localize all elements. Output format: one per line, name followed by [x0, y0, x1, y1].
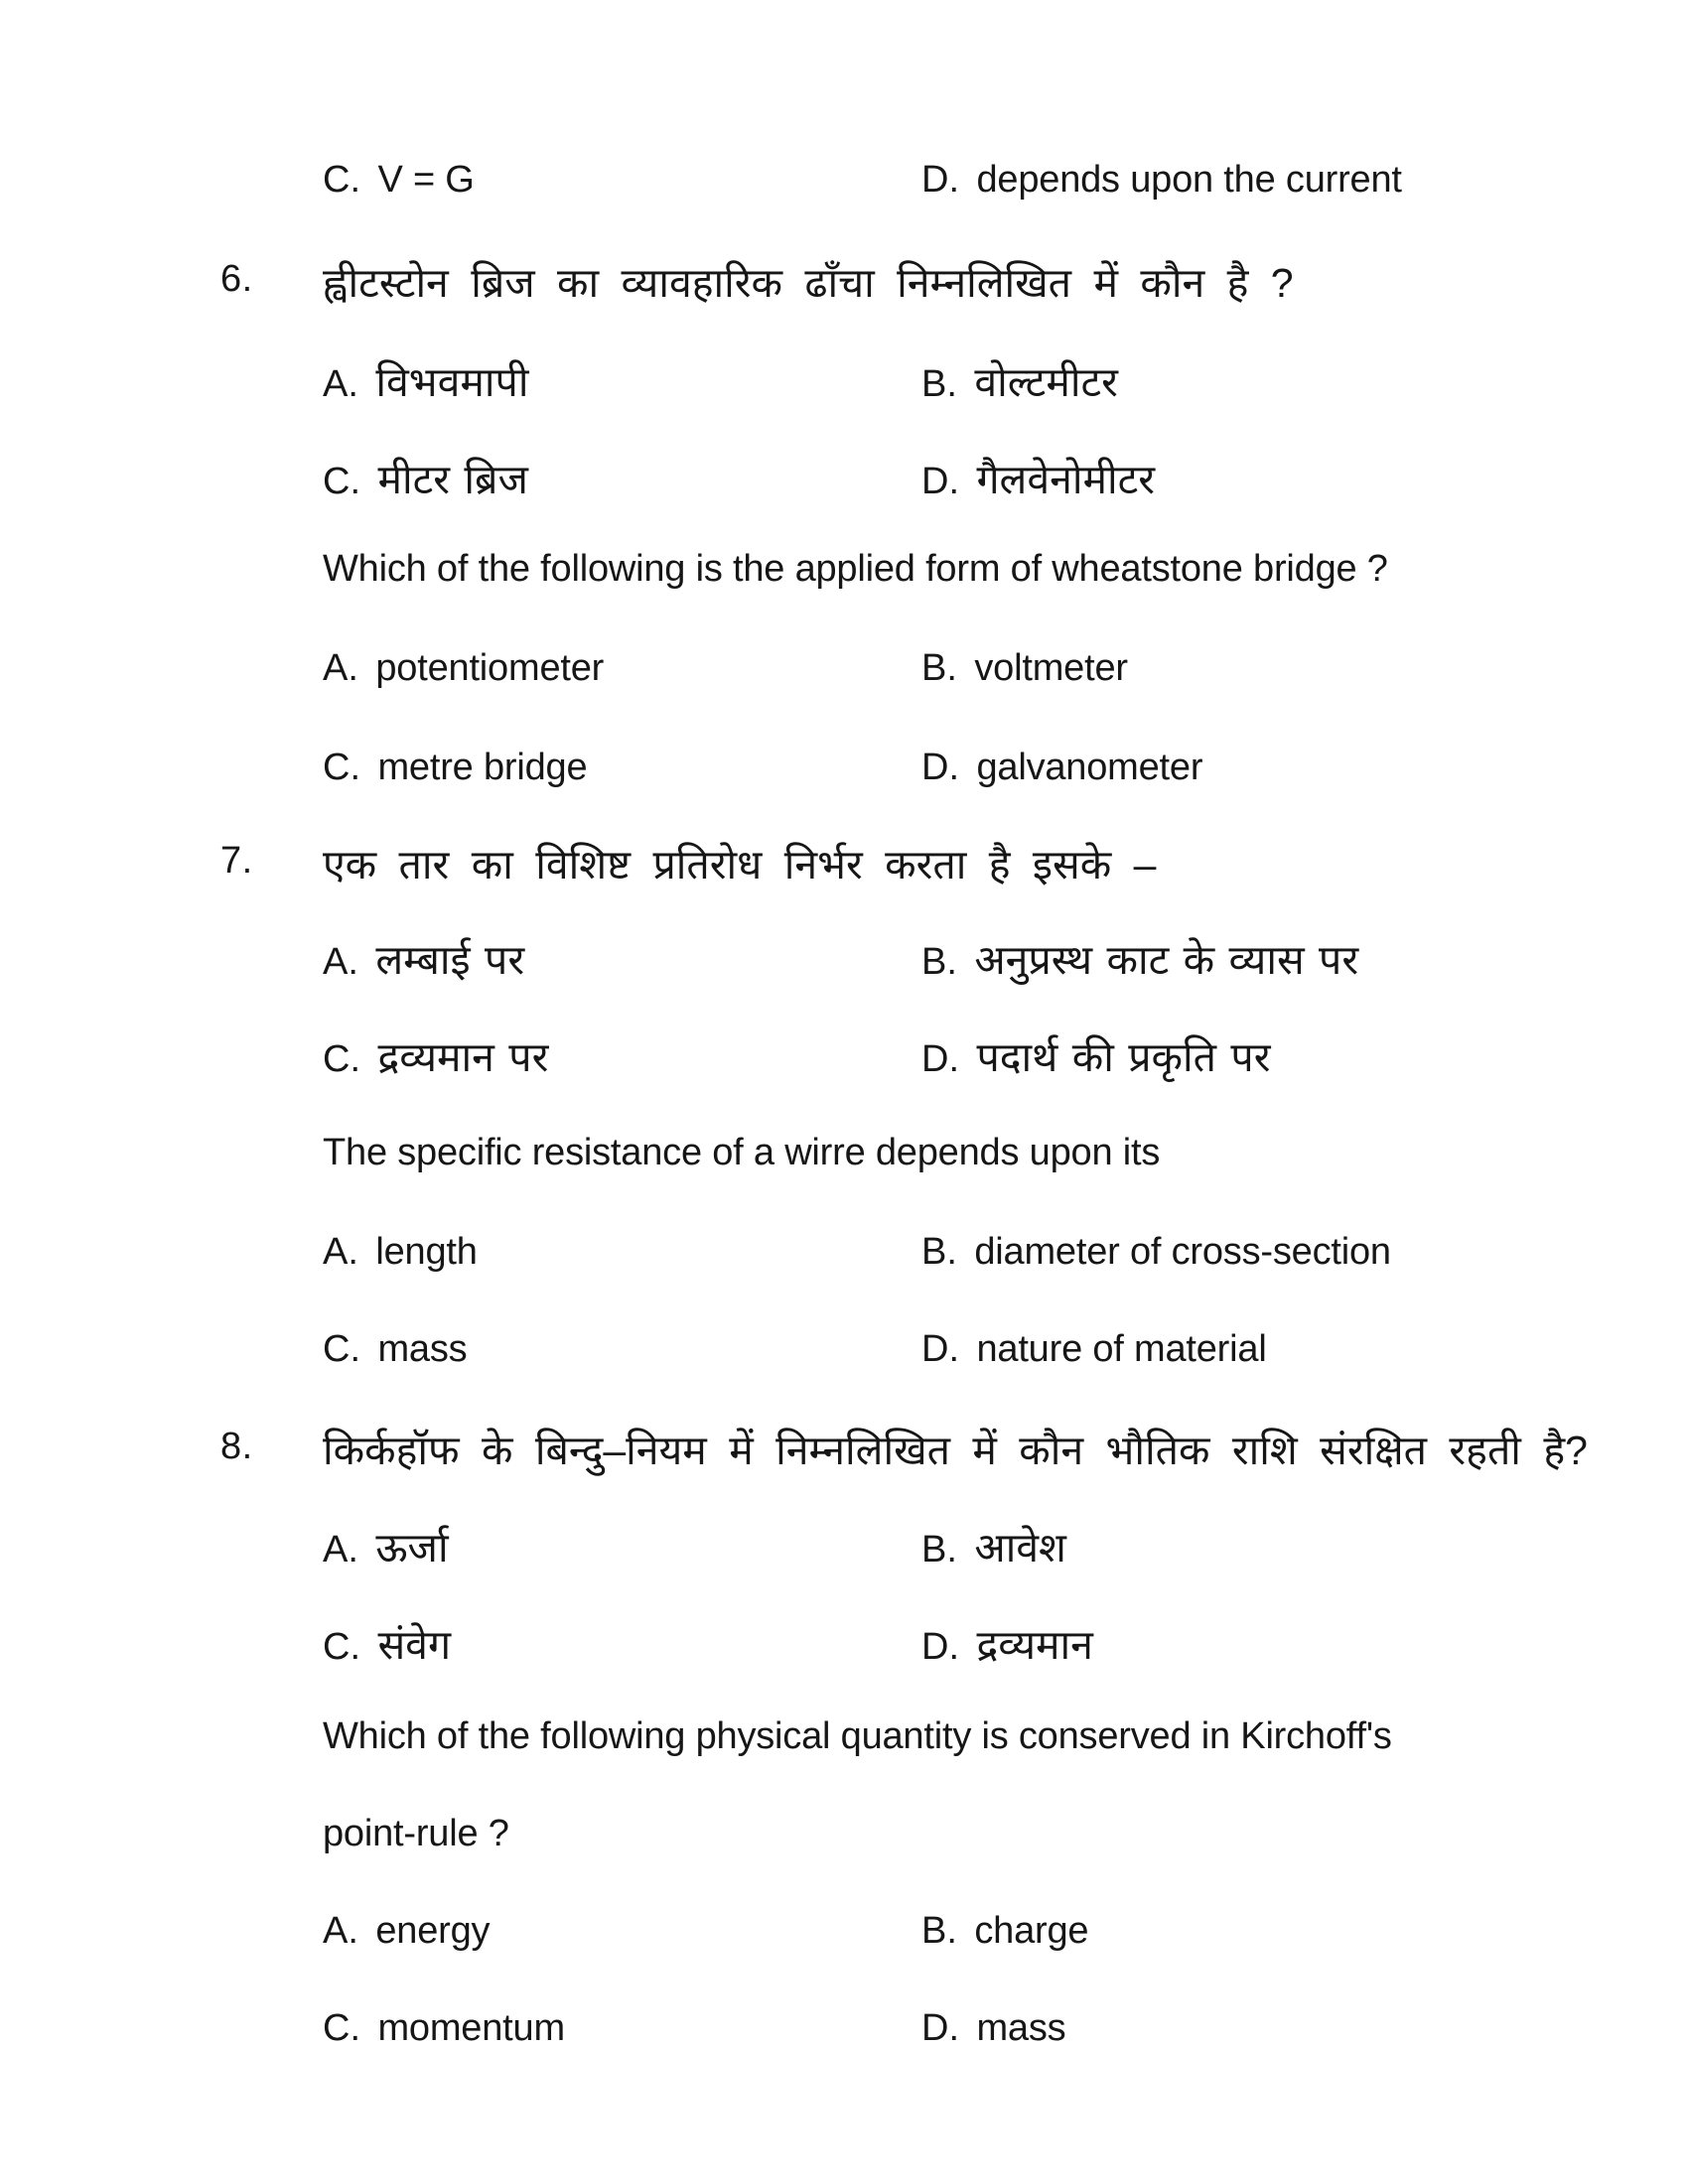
option-text: ऊर्जा: [375, 1525, 449, 1570]
option-label: B.: [921, 647, 957, 689]
option-label: C.: [323, 1626, 360, 1668]
option-text: लम्बाई पर: [375, 937, 525, 983]
option-text: voltmeter: [974, 647, 1128, 689]
option-text: galvanometer: [976, 747, 1203, 788]
question-7-hindi-options-cd: [0, 1028, 1688, 1088]
question-6-english-options-ab: [0, 647, 1688, 707]
option-text: V = G: [377, 159, 475, 201]
question-8-english-option-d: [921, 2007, 1065, 2050]
question-8-text-english-line2: point-rule ?: [323, 1813, 509, 1854]
question-7-english-option-b: [921, 1231, 1391, 1274]
option-text: पदार्थ की प्रकृति पर: [976, 1034, 1271, 1080]
option-text: संवेग: [377, 1622, 452, 1668]
option-label: A.: [323, 941, 358, 983]
option-label: D.: [921, 2007, 959, 2049]
option-text: द्रव्यमान पर: [377, 1034, 549, 1080]
question-7-hindi-option-d: [921, 1028, 1270, 1084]
question-7-hindi-option-c: [323, 1028, 548, 1084]
option-label: C.: [323, 461, 360, 502]
option-text: depends upon the current: [976, 159, 1402, 201]
option-text: द्रव्यमान: [976, 1622, 1093, 1668]
question-6-hindi-options-cd: [0, 451, 1688, 510]
option-text: momentum: [377, 2007, 565, 2049]
option-text: metre bridge: [377, 747, 588, 788]
option-label: B.: [921, 941, 957, 983]
question-7-english-row: [0, 1132, 1688, 1191]
option-text: विभवमापी: [375, 359, 529, 405]
question-6-english-options-cd: [0, 747, 1688, 806]
question-7-hindi-options-ab: [0, 931, 1688, 991]
option-text: length: [375, 1231, 478, 1273]
question-8-english-option-a: [323, 1910, 490, 1953]
question-8-english-options-ab: [0, 1910, 1688, 1970]
question-8-hindi-option-c: [323, 1616, 451, 1672]
question-7-text-english: The specific resistance of a wirre depends upon its: [323, 1132, 1161, 1173]
option-text: mass: [976, 2007, 1066, 2049]
option-label: C.: [323, 747, 360, 788]
question-8-hindi-row: [0, 1422, 1688, 1481]
question-8-hindi-option-b: [921, 1519, 1066, 1574]
option-text: आवेश: [974, 1525, 1066, 1570]
carryover-options-row: [0, 159, 1688, 218]
option-text: energy: [375, 1910, 491, 1952]
question-8-english-row-line1: [0, 1715, 1688, 1775]
question-8-number: 8.: [220, 1426, 253, 1467]
question-6-english-option-c: [323, 747, 587, 789]
question-6-text-english: Which of the following is the applied form of wheatstone bridge ?: [323, 548, 1388, 590]
question-8-english-options-cd: [0, 2007, 1688, 2067]
option-label: D.: [921, 461, 959, 502]
option-label: C.: [323, 1328, 360, 1370]
option-label: A.: [323, 1231, 358, 1273]
question-8-english-option-b: [921, 1910, 1088, 1953]
question-6-hindi-option-c: [323, 451, 528, 506]
option-label: A.: [323, 363, 358, 405]
question-6-number: 6.: [220, 258, 253, 300]
question-6-english-option-b: [921, 647, 1128, 690]
option-label: C.: [323, 2007, 360, 2049]
option-label: C.: [323, 1038, 360, 1080]
option-text: मीटर ब्रिज: [377, 457, 528, 502]
option-text: वोल्टमीटर: [974, 359, 1118, 405]
question-7-english-option-c: [323, 1328, 467, 1371]
question-6-english-option-a: [323, 647, 604, 690]
question-8-hindi-option-d: [921, 1616, 1093, 1672]
option-label: C.: [323, 159, 360, 201]
option-label: D.: [921, 1038, 959, 1080]
question-6-hindi-options-ab: [0, 353, 1688, 413]
question-7-number: 7.: [220, 840, 253, 882]
option-label: B.: [921, 1529, 957, 1570]
option-label: B.: [921, 363, 957, 405]
option-text: charge: [974, 1910, 1089, 1952]
option-text: गैलवेनोमीटर: [976, 457, 1156, 502]
question-8-hindi-options-ab: [0, 1519, 1688, 1578]
question-7-hindi-option-b: [921, 931, 1358, 987]
question-7-hindi-option-a: [323, 931, 524, 987]
question-8-text-english-line1: Which of the following physical quantity is conserved in Kirchoff's: [323, 1715, 1392, 1757]
question-6-text-hindi: ह्वीटस्टोन ब्रिज का व्यावहारिक ढाँचा निम्नलिखित में कौन है ?: [323, 260, 1294, 306]
option-text: mass: [377, 1328, 468, 1370]
option-label: B.: [921, 1231, 957, 1273]
option-label: D.: [921, 1328, 959, 1370]
question-6-hindi-option-d: [921, 451, 1155, 506]
question-6-english-row: [0, 548, 1688, 608]
question-8-english-row-line2: [0, 1813, 1688, 1872]
question-8-text-hindi: किर्कहॉफ के बिन्दु–नियम में निम्नलिखित में कौन भौतिक राशि संरक्षित रहती है?: [323, 1428, 1588, 1473]
question-8-hindi-option-a: [323, 1519, 449, 1574]
carryover-option-d: [921, 159, 1402, 202]
option-text: potentiometer: [375, 647, 605, 689]
option-text: nature of material: [976, 1328, 1267, 1370]
question-7-text-hindi: एक तार का विशिष्ट प्रतिरोध निर्भर करता है इसके –: [323, 842, 1157, 887]
option-text: अनुप्रस्थ काट के व्यास पर: [974, 937, 1359, 983]
question-6-hindi-row: [0, 254, 1688, 314]
option-label: D.: [921, 1626, 959, 1668]
question-6-hindi-option-a: [323, 353, 528, 409]
question-8-hindi-options-cd: [0, 1616, 1688, 1676]
option-label: A.: [323, 647, 358, 689]
option-label: D.: [921, 747, 959, 788]
question-7-english-option-d: [921, 1328, 1267, 1371]
question-8-english-option-c: [323, 2007, 565, 2050]
carryover-option-c: [323, 159, 475, 202]
question-7-english-options-cd: [0, 1328, 1688, 1388]
question-7-english-options-ab: [0, 1231, 1688, 1291]
option-label: A.: [323, 1910, 358, 1952]
question-6-hindi-option-b: [921, 353, 1118, 409]
option-text: diameter of cross-section: [974, 1231, 1391, 1273]
option-label: D.: [921, 159, 959, 201]
option-label: A.: [323, 1529, 358, 1570]
question-7-english-option-a: [323, 1231, 478, 1274]
question-7-hindi-row: [0, 836, 1688, 895]
option-label: B.: [921, 1910, 957, 1952]
question-6-english-option-d: [921, 747, 1202, 789]
